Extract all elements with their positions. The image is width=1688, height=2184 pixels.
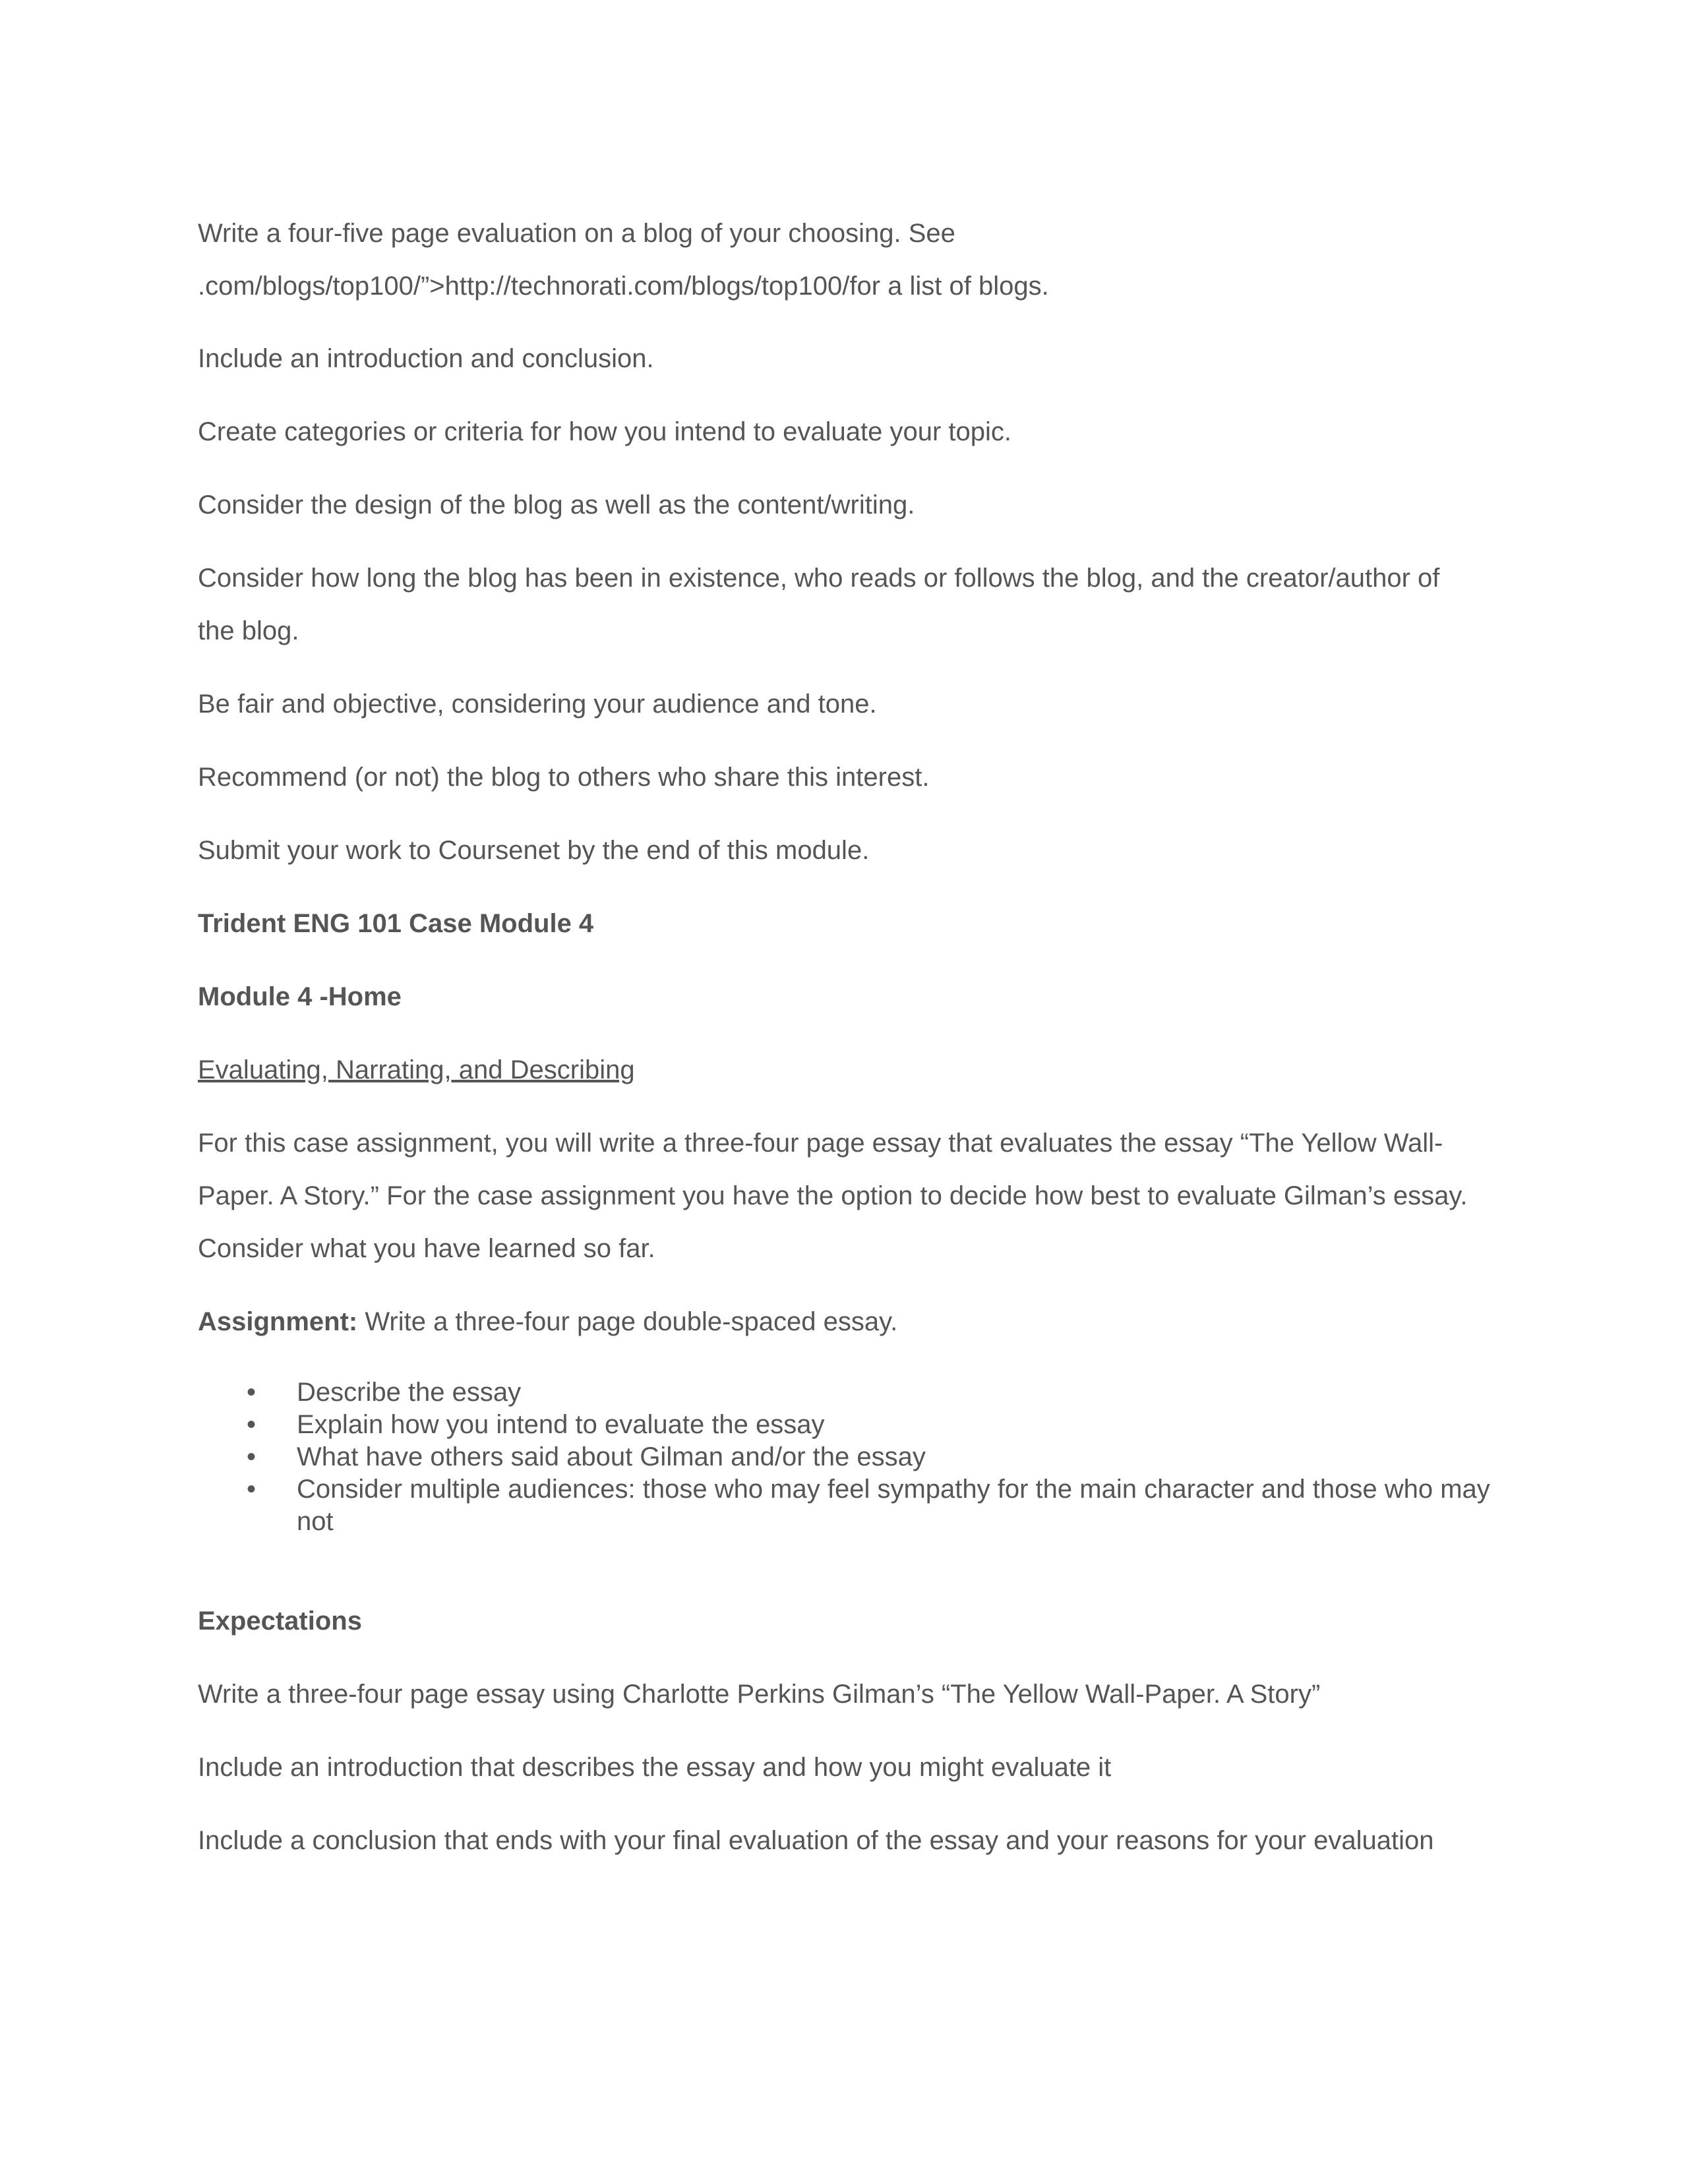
list-item bbox=[198, 1441, 1490, 1473]
paragraph-fair: Be fair and objective, considering your audience and tone. bbox=[198, 690, 877, 719]
list-item-text: Consider multiple audiences: those who may feel sympathy for the main character and those who may not bbox=[297, 1475, 1490, 1536]
assignment-bullet-list bbox=[198, 1376, 1490, 1538]
paragraph-submit: Submit your work to Coursenet by the end of this module. bbox=[198, 836, 870, 865]
expectation-introduction: Include an introduction that describes the essay and how you might evaluate it bbox=[198, 1753, 1112, 1782]
paragraph-case-assignment: For this case assignment, you will write a three-four page essay that evaluates the essay “The Yellow Wall-Paper. A Story.” For the case assignment you have the option to decide how best to evaluate Gilman’s essay. Consider what you have learned so far. bbox=[198, 1129, 1468, 1263]
intro-line-1: Write a four-five page evaluation on a blog of your choosing. See bbox=[198, 219, 955, 248]
assignment-label: Assignment: bbox=[198, 1307, 358, 1336]
bullet-mark: • bbox=[247, 1442, 256, 1471]
paragraph-intro-conclusion: Include an introduction and conclusion. bbox=[198, 344, 654, 373]
bullet-mark: • bbox=[247, 1475, 256, 1504]
heading-module-home: Module 4 -Home bbox=[198, 982, 402, 1011]
subheading-evaluating: Evaluating, Narrating, and Describing bbox=[198, 1055, 635, 1084]
intro-line-2: .com/blogs/top100/”>http://technorati.com/blogs/top100/for a list of blogs. bbox=[198, 272, 1049, 301]
bullet-mark: • bbox=[247, 1378, 256, 1407]
paragraph-existence: Consider how long the blog has been in existence, who reads or follows the blog, and the creator/author of the blog. bbox=[198, 564, 1440, 645]
list-item bbox=[198, 1376, 1490, 1409]
paragraph-criteria: Create categories or criteria for how you intend to evaluate your topic. bbox=[198, 417, 1011, 446]
list-item bbox=[198, 1409, 1490, 1441]
expectation-conclusion: Include a conclusion that ends with your final evaluation of the essay and your reasons for your evaluation bbox=[198, 1826, 1434, 1855]
paragraph-recommend: Recommend (or not) the blog to others who share this interest. bbox=[198, 763, 930, 792]
list-item bbox=[198, 1473, 1490, 1538]
assignment-text: Write a three-four page double-spaced essay. bbox=[357, 1307, 898, 1336]
list-item-text: Describe the essay bbox=[297, 1378, 522, 1407]
paragraph-assignment bbox=[198, 1295, 1484, 1348]
list-item-text: What have others said about Gilman and/or the essay bbox=[297, 1442, 926, 1471]
list-item-text: Explain how you intend to evaluate the essay bbox=[297, 1410, 825, 1439]
heading-case-module: Trident ENG 101 Case Module 4 bbox=[198, 909, 594, 938]
paragraph-design: Consider the design of the blog as well as the content/writing. bbox=[198, 490, 915, 519]
heading-expectations: Expectations bbox=[198, 1607, 362, 1636]
bullet-mark: • bbox=[247, 1410, 256, 1439]
expectation-essay: Write a three-four page essay using Charlotte Perkins Gilman’s “The Yellow Wall-Paper. A Story” bbox=[198, 1680, 1321, 1709]
